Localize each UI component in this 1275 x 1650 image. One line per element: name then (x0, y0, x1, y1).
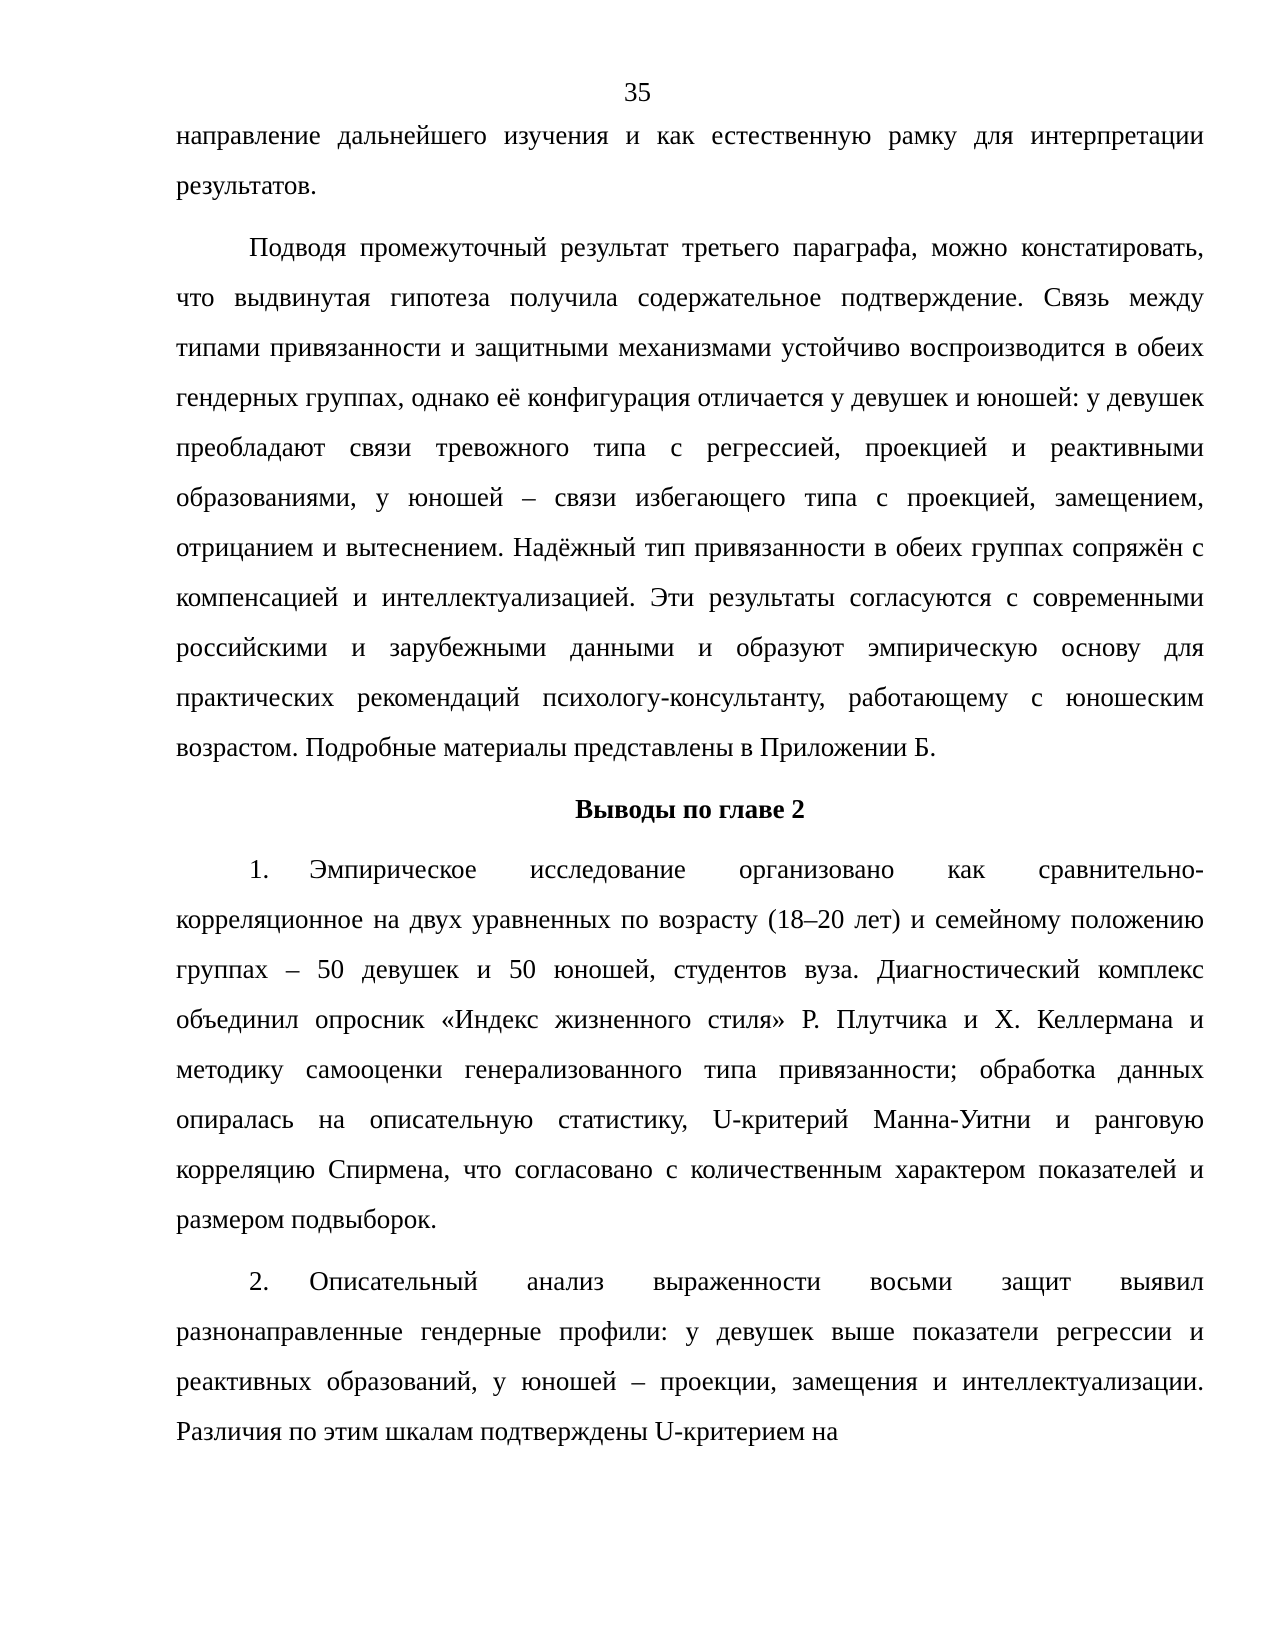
conclusion-number: 2. (249, 1266, 270, 1296)
paragraph-summary: Подводя промежуточный результат третьего параграфа, можно констатировать, что выдвинутая гипотеза получила содержательное подтверждение. Связь между типами привязанности и защитными механизмами устойчиво воспроизводится в обеих гендерных группах, однако её конфигурация отличается у девушек и юношей: у девушек преобладают связи тревожного типа с регрессией, проекцией и реактивными образованиями, у юношей – связи избегающего типа с проекцией, замещением, отрицанием и вытеснением. Надёжный тип привязанности в обеих группах сопряжён с компенсацией и интеллектуализацией. Эти результаты согласуются с современными российскими и зарубежными данными и образуют эмпирическую основу для практических рекомендаций психологу-консультанту, работающему с юношеским возрастом. Подробные материалы представлены в Приложении Б. (176, 232, 1204, 762)
conclusion-text: Описательный анализ выраженности восьми защит выявил разнонаправленные гендерные профили: у девушек выше показатели регрессии и реактивных образований, у юношей – проекции, замещения и интеллектуализации. Различия по этим шкалам подтверждены U-критерием на (176, 1266, 1204, 1446)
conclusion-text: Эмпирическое исследование организовано как сравнительно-корреляционное на двух уравненных по возрасту (18–20 лет) и семейному положению группах – 50 девушек и 50 юношей, студентов вуза. Диагностический комплекс объединил опросник «Индекс жизненного стиля» Р. Плутчика и Х. Келлермана и методику самооценки генерализованного типа привязанности; обработка данных опиралась на описательную статистику, U-критерий Манна-Уитни и ранговую корреляцию Спирмена, что согласовано с количественным характером показателей и размером подвыборок. (176, 854, 1204, 1234)
conclusion-number: 1. (249, 854, 270, 884)
page-number: 35 (624, 77, 651, 107)
section-heading: Выводы по главе 2 (575, 794, 805, 824)
conclusion-item-1 (176, 844, 1204, 1244)
paragraph-continuation: направление дальнейшего изучения и как естественную рамку для интерпретации результатов. (176, 120, 1204, 200)
conclusion-item-2 (176, 1256, 1204, 1456)
page-body (176, 110, 1204, 1468)
